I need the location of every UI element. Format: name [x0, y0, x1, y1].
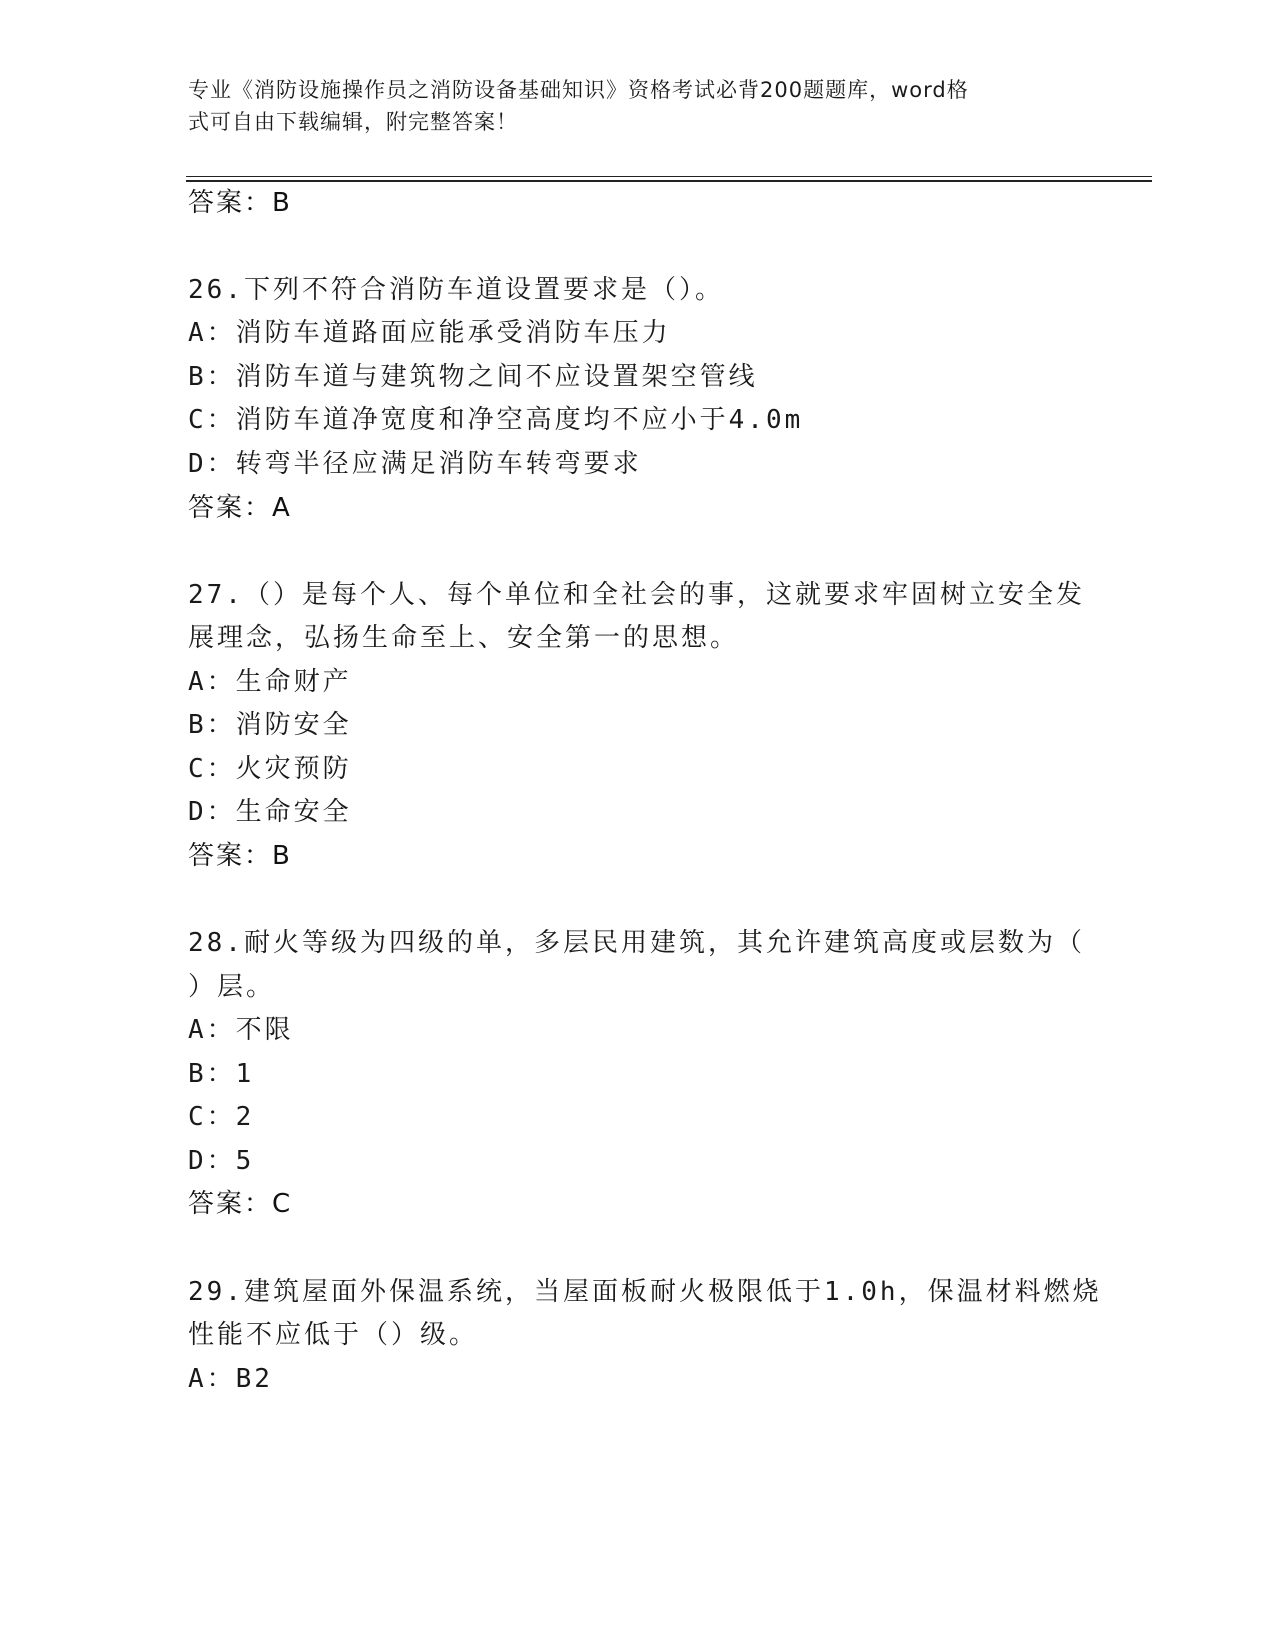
question-26-option-c: C：消防车道净宽度和净空高度均不应小于4.0m: [188, 405, 804, 435]
question-27-stem-line-2: 展理念，弘扬生命至上、安全第一的思想。: [188, 623, 740, 653]
header-line-1: 专业《消防设施操作员之消防设备基础知识》资格考试必背200题题库，word格: [188, 78, 969, 102]
question-29-option-a: A：B2: [188, 1364, 273, 1394]
header-divider-thick: [186, 180, 1152, 182]
question-27-option-d: D：生命安全: [188, 797, 352, 827]
question-28-stem-line-2: ）层。: [188, 972, 276, 1002]
question-28-option-a: A：不限: [188, 1015, 294, 1045]
header-divider-thin: [186, 176, 1152, 177]
question-28-answer: 答案：C: [188, 1189, 293, 1219]
question-27-option-b: B：消防安全: [188, 710, 352, 740]
question-27-stem-line-1: 27.（）是每个人、每个单位和全社会的事，这就要求牢固树立安全发: [188, 580, 1085, 610]
question-28-option-d: D：5: [188, 1146, 255, 1176]
question-26-option-a: A：消防车道路面应能承受消防车压力: [188, 318, 671, 348]
question-26-option-d: D：转弯半径应满足消防车转弯要求: [188, 449, 642, 479]
question-28-option-b: B：1: [188, 1059, 255, 1089]
previous-answer: 答案：B: [188, 188, 292, 218]
question-28-stem-line-1: 28.耐火等级为四级的单，多层民用建筑，其允许建筑高度或层数为（: [188, 928, 1085, 958]
question-27-answer: 答案：B: [188, 841, 292, 871]
header-line-2: 式可自由下载编辑，附完整答案！: [188, 110, 518, 134]
question-27-option-a: A：生命财产: [188, 667, 352, 697]
question-26-stem: 26.下列不符合消防车道设置要求是（）。: [188, 275, 724, 305]
question-29-stem-line-1: 29.建筑屋面外保温系统，当屋面板耐火极限低于1.0h，保温材料燃烧: [188, 1277, 1102, 1307]
question-26-option-b: B：消防车道与建筑物之间不应设置架空管线: [188, 362, 758, 392]
document-header: [188, 74, 1068, 138]
question-28-option-c: C：2: [188, 1102, 255, 1132]
question-27-option-c: C：火灾预防: [188, 754, 352, 784]
question-29-stem-line-2: 性能不应低于（）级。: [188, 1320, 479, 1350]
question-26-answer: 答案：A: [188, 493, 292, 523]
